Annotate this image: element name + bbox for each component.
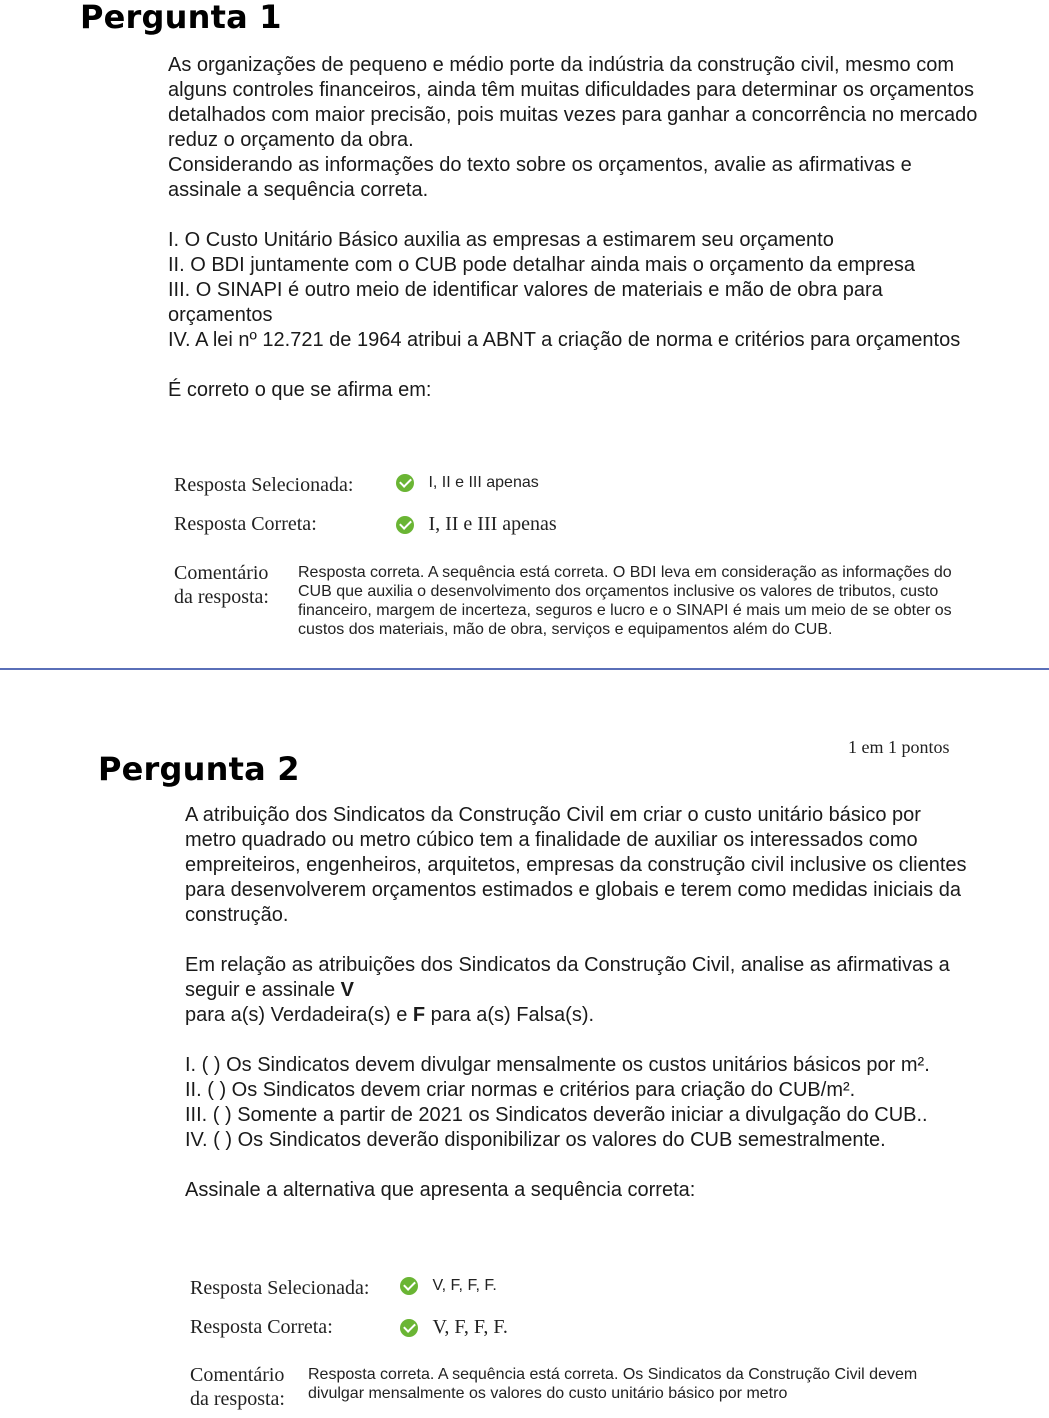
question-2-instruction: [185, 953, 970, 1028]
question-1-item-4: IV. A lei nº 12.721 de 1964 atribui a ABNT a criação de norma e critérios para orçamentos: [168, 329, 961, 351]
comment-label: [190, 1363, 305, 1411]
question-1: [0, 0, 1049, 668]
comment-label-line-2: da resposta:: [190, 1388, 285, 1410]
question-1-prompt: É correto o que se afirma em:: [168, 379, 432, 401]
question-2: [0, 670, 1049, 1418]
comment-label-line-1: Comentário: [190, 1364, 285, 1386]
instruction-v: V: [340, 979, 354, 1001]
instruction-text-2: para a(s) Verdadeira(s) e: [185, 1004, 408, 1026]
comment-label: [174, 561, 289, 609]
comment-text: Resposta correta. A sequência está correta. O BDI leva em consideração as informações do CUB que auxilia o desenvolvimento dos orçamentos inclusive os valores de tributos, custo financeiro, margem de incerteza, seguros e lucro e o SINAPI é mais um meio de se obter os custos dos materiais, mão de obra, serviços e equipamentos além do CUB.: [298, 564, 952, 638]
question-2-points: 1 em 1 pontos: [848, 737, 950, 757]
correct-answer-label: Resposta Correta:: [174, 513, 317, 535]
instruction-f: F: [412, 1004, 426, 1026]
instruction-text-3: para a(s) Falsa(s).: [430, 1004, 595, 1026]
selected-answer-label: Resposta Selecionada:: [174, 474, 354, 496]
question-1-item-3: III. O SINAPI é outro meio de identificar valores de materiais e mão de obra para orçamentos: [168, 279, 883, 326]
question-2-item-1: I. ( ) Os Sindicatos devem divulgar mensalmente os custos unitários básicos por m².: [185, 1054, 930, 1076]
question-1-title: Pergunta 1: [80, 0, 282, 36]
question-1-answers: [174, 474, 974, 549]
selected-answer-value: V, F, F, F.: [432, 1277, 497, 1294]
check-circle-icon: [396, 516, 414, 534]
comment-label-line-2: da resposta:: [174, 586, 269, 608]
selected-answer-row: [174, 474, 974, 509]
question-2-item-3: III. ( ) Somente a partir de 2021 os Sindicatos deverão iniciar a divulgação do CUB..: [185, 1104, 928, 1126]
question-2-item-2: II. ( ) Os Sindicatos devem criar normas e critérios para criação do CUB/m².: [185, 1079, 856, 1101]
question-2-answers: [190, 1277, 970, 1352]
question-2-text: [185, 803, 970, 1203]
question-1-item-2: II. O BDI juntamente com o CUB pode detalhar ainda mais o orçamento da empresa: [168, 254, 916, 276]
question-2-item-4: IV. ( ) Os Sindicatos deverão disponibilizar os valores do CUB semestralmente.: [185, 1129, 886, 1151]
correct-answer-label: Resposta Correta:: [190, 1316, 333, 1338]
question-1-intro: As organizações de pequeno e médio porte da indústria da construção civil, mesmo com alguns controles financeiros, ainda têm muitas dificuldades para determinar os orçamentos detalhados com maior precisão, pois muitas vezes para ganhar a concorrência no mercado reduz o orçamento da obra.: [168, 54, 978, 151]
instruction-text-1: Em relação as atribuições dos Sindicatos da Construção Civil, analise as afirmativas a seguir e assinale: [185, 954, 950, 1001]
correct-answer-row: [190, 1312, 970, 1352]
check-circle-icon: [400, 1277, 418, 1295]
selected-answer-row: [190, 1277, 970, 1312]
selected-answer-value: I, II e III apenas: [428, 474, 539, 491]
check-circle-icon: [396, 474, 414, 492]
comment-label-line-1: Comentário: [174, 562, 269, 584]
check-circle-icon: [400, 1319, 418, 1337]
comment-text: Resposta correta. A sequência está correta. Os Sindicatos da Construção Civil devem divulgar mensalmente os valores do custo unitário básico por metro: [308, 1366, 918, 1402]
question-1-instruction: Considerando as informações do texto sobre os orçamentos, avalie as afirmativas e assinale a sequência correta.: [168, 154, 912, 201]
question-2-intro: A atribuição dos Sindicatos da Construção Civil em criar o custo unitário básico por metro quadrado ou metro cúbico tem a finalidade de auxiliar os interessados como empreiteiros, engenheiros, arquitetos, empresas da construção civil inclusive os clientes para desenvolverem orçamentos estimados e globais e terem como medidas iniciais da construção.: [185, 804, 967, 926]
question-2-prompt: Assinale a alternativa que apresenta a sequência correta:: [185, 1179, 696, 1201]
question-1-text: [168, 53, 988, 403]
question-1-item-1: I. O Custo Unitário Básico auxilia as empresas a estimarem seu orçamento: [168, 229, 834, 251]
correct-answer-value: V, F, F, F.: [432, 1316, 508, 1338]
correct-answer-value: I, II e III apenas: [428, 513, 557, 535]
question-2-title: Pergunta 2: [98, 750, 300, 788]
correct-answer-row: [174, 509, 974, 549]
selected-answer-label: Resposta Selecionada:: [190, 1277, 370, 1299]
